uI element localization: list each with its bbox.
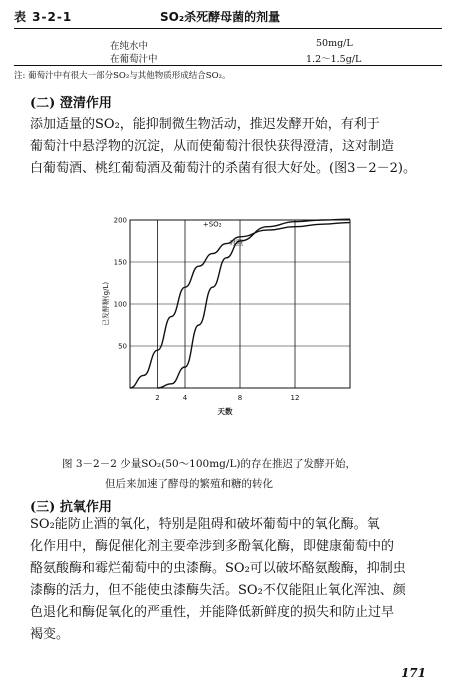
table-cell-dose: 50mg/L (316, 38, 353, 49)
paragraph-line: 褐变。 (30, 627, 70, 642)
y-tick-label: 150 (113, 258, 127, 267)
paragraph-line: 添加适量的SO₂，能抑制微生物活动，推迟发酵开始，有利于 (30, 117, 380, 132)
series-label: 对照 (229, 239, 243, 248)
chart-labels (101, 217, 299, 417)
table-caption: SO₂杀死酵母菌的剂量 (160, 10, 281, 24)
table-cell-condition: 在纯水中 (110, 41, 149, 52)
paragraph-line: SO₂能防止酒的氧化，特别是阻碍和破坏葡萄中的氧化酶。氧 (30, 517, 380, 532)
page-number: 171 (400, 666, 426, 680)
series-line (158, 219, 351, 388)
table-note: 注: 葡萄汁中有很大一部分SO₂与其他物质形成结合SO₂。 (14, 71, 231, 81)
section-heading-antioxidant: (三) 抗氧作用 (30, 500, 112, 515)
table-cell-condition: 在葡萄汁中 (110, 54, 158, 65)
series-label: +SO₂ (202, 220, 222, 229)
paragraph-line: 葡萄汁中悬浮物的沉淀，从而使葡萄汁很快获得澄清，这对制造 (30, 139, 395, 154)
x-axis-label: 天数 (217, 407, 233, 416)
paragraph-line: 色退化和酶促氧化的严重性，并能降低新鲜度的损失和防止过早 (30, 605, 395, 620)
figure-caption-line2: 但后来加速了酵母的繁殖和糖的转化 (105, 478, 273, 490)
y-tick-label: 200 (113, 216, 127, 225)
table-top-rule (14, 28, 442, 29)
paragraph-line: 白葡萄酒、桃红葡萄酒及葡萄汁的杀菌有很大好处。(图3－2－2)。 (30, 161, 416, 176)
paragraph-line: 酪氨酸酶和霉烂葡萄中的虫漆酶。SO₂可以破坏酪氨酸酶，抑制虫 (30, 561, 406, 576)
y-axis-label: 已发酵糖(g/L) (102, 281, 110, 327)
x-tick-label: 4 (182, 394, 188, 402)
x-tick-label: 12 (290, 394, 300, 402)
x-tick-label: 8 (237, 394, 243, 402)
y-tick-label: 50 (118, 342, 127, 351)
x-tick-label: 2 (155, 394, 160, 402)
figure-caption-line1: 图 3－2－2 少量SO₂(50～100mg/L)的存在推迟了发酵开始， (62, 458, 357, 470)
y-tick-label: 100 (113, 300, 127, 309)
section-paragraph-antioxidant (30, 514, 444, 646)
table-cell-dose: 1.2～1.5g/L (306, 54, 362, 65)
section-paragraph-clarification (30, 114, 444, 180)
table-bottom-rule (14, 65, 442, 66)
paragraph-line: 化作用中，酶促催化剂主要牵涉到多酚氧化酶，即健康葡萄中的 (30, 539, 395, 554)
fermentation-chart (70, 208, 370, 423)
paragraph-line: 漆酶的活力，但不能使虫漆酶失活。SO₂不仅能阻止氧化浑浊、颜 (30, 583, 406, 598)
section-heading-clarification: (二) 澄清作用 (30, 96, 112, 111)
table-number: 表 3-2-1 (14, 10, 73, 24)
